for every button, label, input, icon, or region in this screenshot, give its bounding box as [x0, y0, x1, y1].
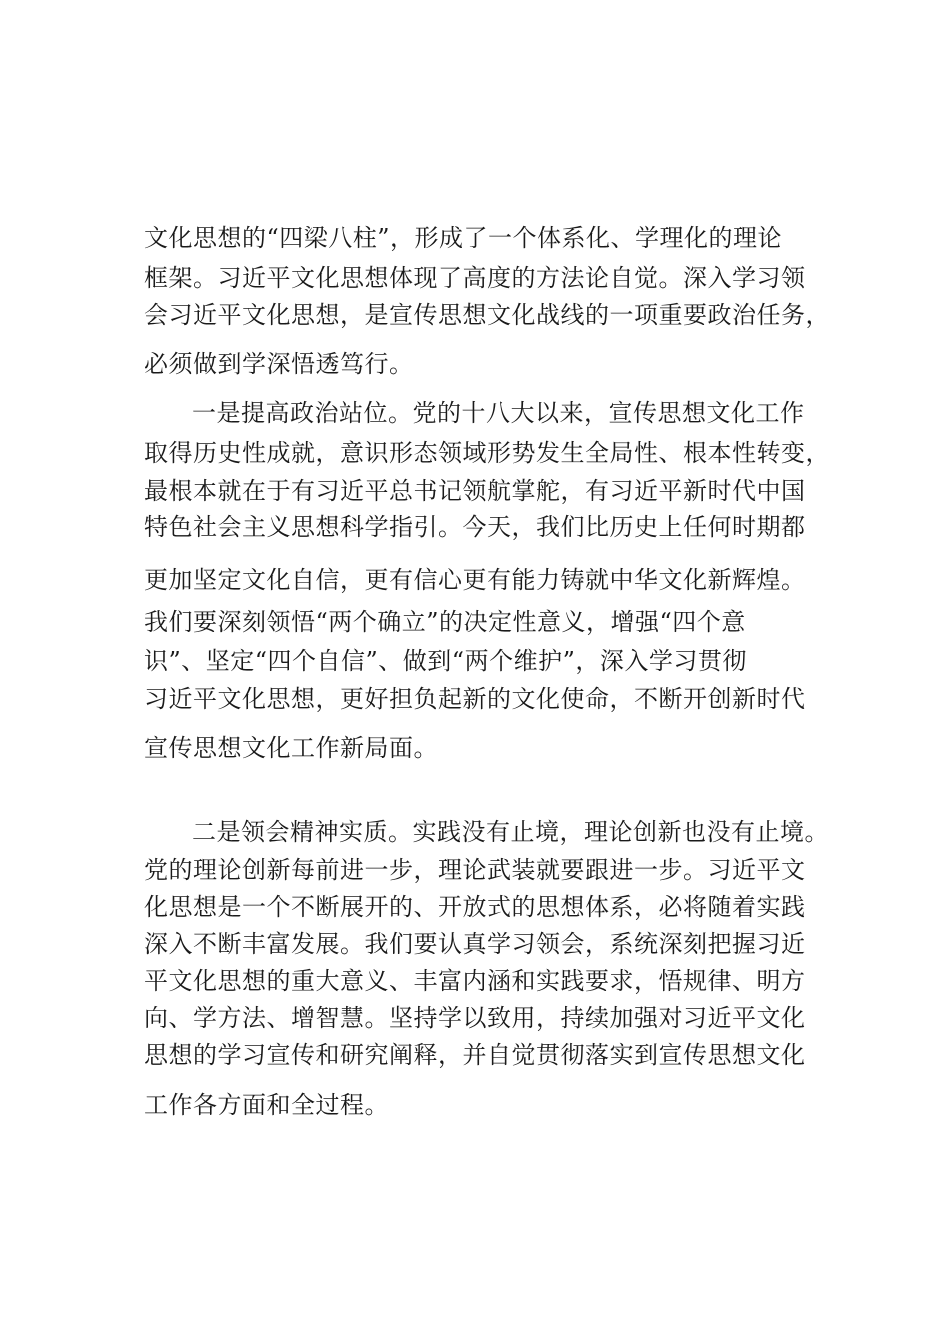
paragraph-line: 向、学方法、增智慧。坚持学以致用，持续加强对习近平文化	[144, 1004, 806, 1032]
paragraph-line: 取得历史性成就，意识形态领域形势发生全局性、根本性转变，	[144, 439, 830, 467]
paragraph-line: 框架。习近平文化思想体现了高度的方法论自觉。深入学习领	[144, 264, 806, 292]
paragraph-line: 平文化思想的重大意义、丰富内涵和实践要求，悟规律、明方	[144, 967, 806, 995]
paragraph-line: 宣传思想文化工作新局面。	[144, 734, 438, 762]
paragraph-line: 特色社会主义思想科学指引。今天，我们比历史上任何时期都	[144, 513, 806, 541]
paragraph-line: 二是领会精神实质。实践没有止境，理论创新也没有止境。	[192, 818, 829, 846]
paragraph-line: 更加坚定文化自信，更有信心更有能力铸就中华文化新辉煌。	[144, 566, 806, 594]
paragraph-line: 识”、坚定“四个自信”、做到“两个维护”，深入学习贯彻	[144, 647, 747, 675]
paragraph-line: 习近平文化思想，更好担负起新的文化使命，不断开创新时代	[144, 685, 806, 713]
paragraph-line: 深入不断丰富发展。我们要认真学习领会，系统深刻把握习近	[144, 930, 806, 958]
paragraph-line: 必须做到学深悟透笃行。	[144, 350, 414, 378]
paragraph-line: 一是提高政治站位。党的十八大以来，宣传思想文化工作	[192, 399, 805, 427]
paragraph-line: 工作各方面和全过程。	[144, 1091, 389, 1119]
paragraph-line: 最根本就在于有习近平总书记领航掌舵，有习近平新时代中国	[144, 477, 806, 505]
paragraph-line: 会习近平文化思想，是宣传思想文化战线的一项重要政治任务，	[144, 301, 830, 329]
paragraph-line: 文化思想的“四梁八柱”，形成了一个体系化、学理化的理论	[144, 224, 783, 252]
paragraph-line: 化思想是一个不断展开的、开放式的思想体系，必将随着实践	[144, 893, 806, 921]
paragraph-line: 思想的学习宣传和研究阐释，并自觉贯彻落实到宣传思想文化	[144, 1041, 806, 1069]
paragraph-line: 我们要深刻领悟“两个确立”的决定性意义，增强“四个意	[144, 608, 746, 636]
paragraph-line: 党的理论创新每前进一步，理论武装就要跟进一步。习近平文	[144, 856, 806, 884]
